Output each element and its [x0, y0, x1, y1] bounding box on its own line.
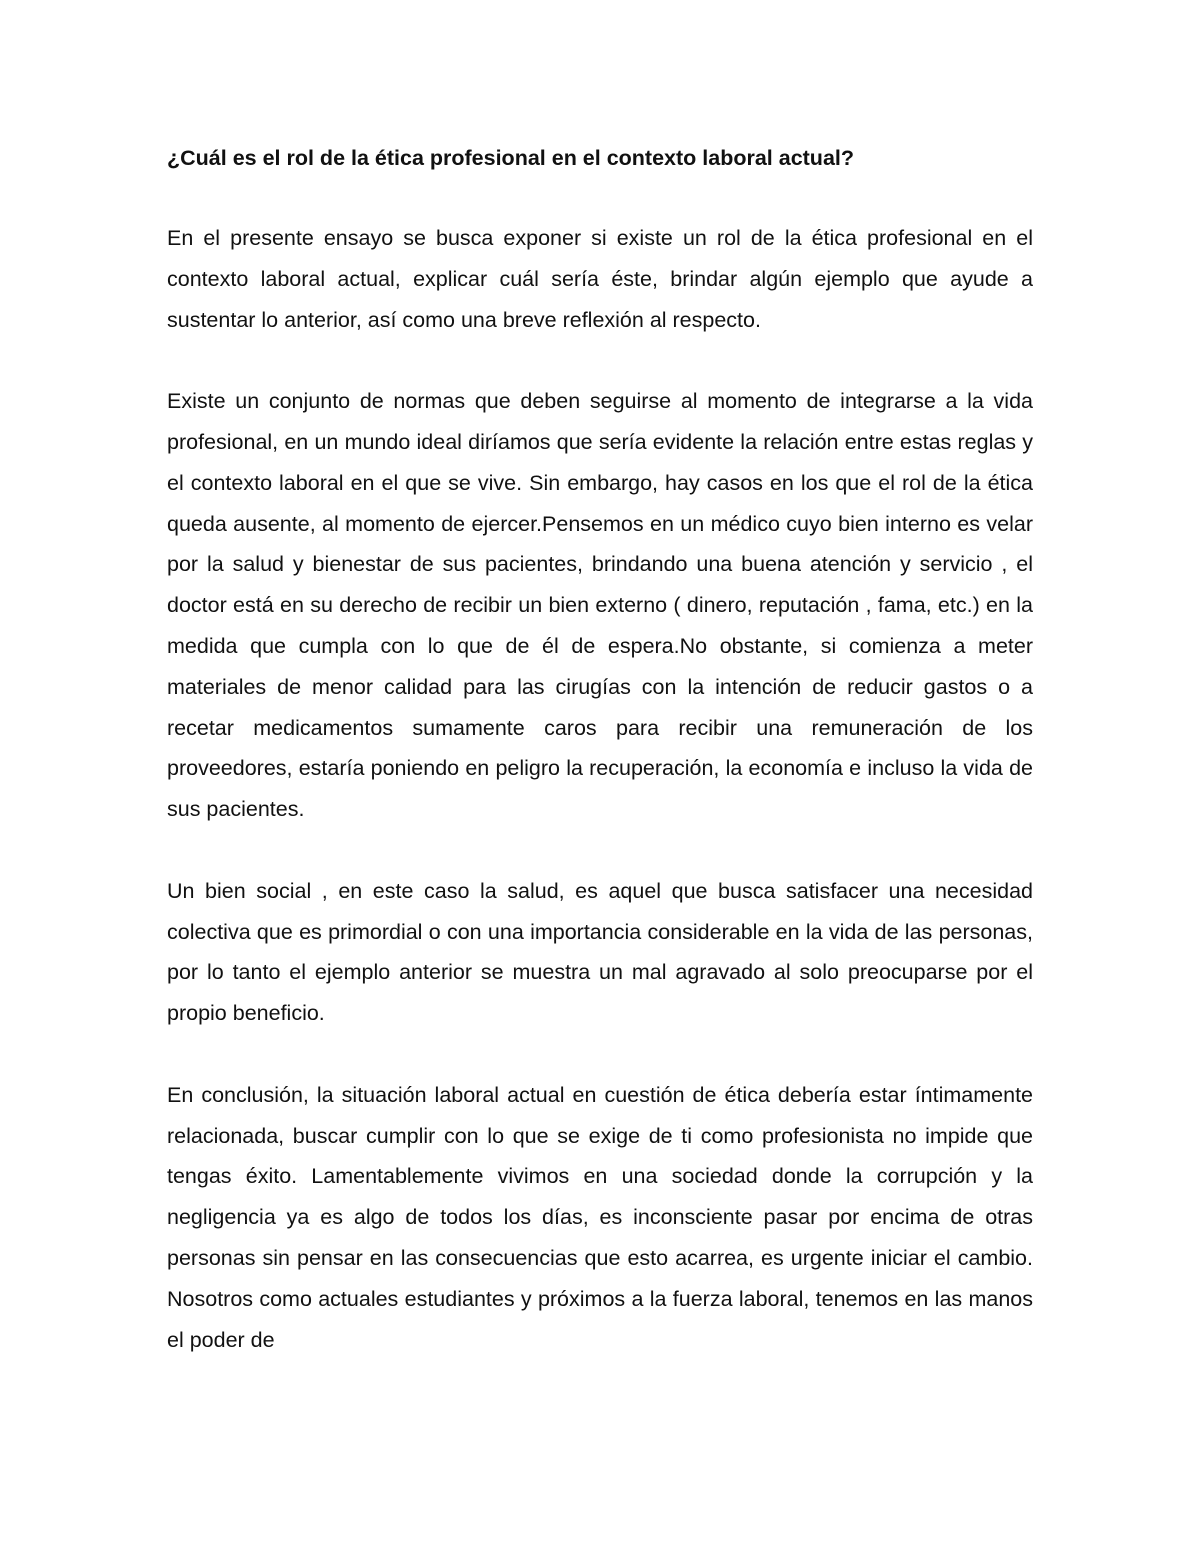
document-body	[167, 138, 1033, 1360]
paragraph-intro: En el presente ensayo se busca exponer si existe un rol de la ética profesional en el contexto laboral actual, explicar cuál sería éste, brindar algún ejemplo que ayude a sustentar lo anterior, así como una breve reflexión al respecto.	[167, 226, 1033, 332]
document-title: ¿Cuál es el rol de la ética profesional en el contexto laboral actual?	[167, 146, 855, 170]
spacer	[167, 178, 1033, 218]
spacer	[167, 340, 1033, 381]
paragraph-conclusion: En conclusión, la situación laboral actual en cuestión de ética debería estar íntimamente relacionada, buscar cumplir con lo que se exige de ti como profesionista no impide que tengas éxito. Lamentablemente vivimos en una sociedad donde la corrupción y la negligencia ya es algo de todos los días, es inconsciente pasar por encima de otras personas sin pensar en las consecuencias que esto acarrea, es urgente iniciar el cambio. Nosotros como actuales estudiantes y próximos a la fuerza laboral, tenemos en las manos el poder de	[167, 1082, 1033, 1352]
paragraph-example: Existe un conjunto de normas que deben seguirse al momento de integrarse a la vida profesional, en un mundo ideal diríamos que sería evidente la relación entre estas reglas y el contexto laboral en el que se vive. Sin embargo, hay casos en los que el rol de la ética queda ausente, al momento de ejercer.Pensemos en un médico cuyo bien interno es velar por la salud y bienestar de sus pacientes, brindando una buena atención y servicio , el doctor está en su derecho de recibir un bien externo ( dinero, reputación , fama, etc.) en la medida que cumpla con lo que de él de espera.No obstante, si comienza a meter materiales de menor calidad para las cirugías con la intención de reducir gastos o a recetar medicamentos sumamente caros para recibir una remuneración de los proveedores, estaría poniendo en peligro la recuperación, la economía e incluso la vida de sus pacientes.	[167, 389, 1033, 822]
spacer	[167, 1034, 1033, 1075]
paragraph-social-good: Un bien social , en este caso la salud, es aquel que busca satisfacer una necesidad colectiva que es primordial o con una importancia considerable en la vida de las personas, por lo tanto el ejemplo anterior se muestra un mal agravado al solo preocuparse por el propio beneficio.	[167, 878, 1033, 1026]
spacer	[167, 830, 1033, 871]
